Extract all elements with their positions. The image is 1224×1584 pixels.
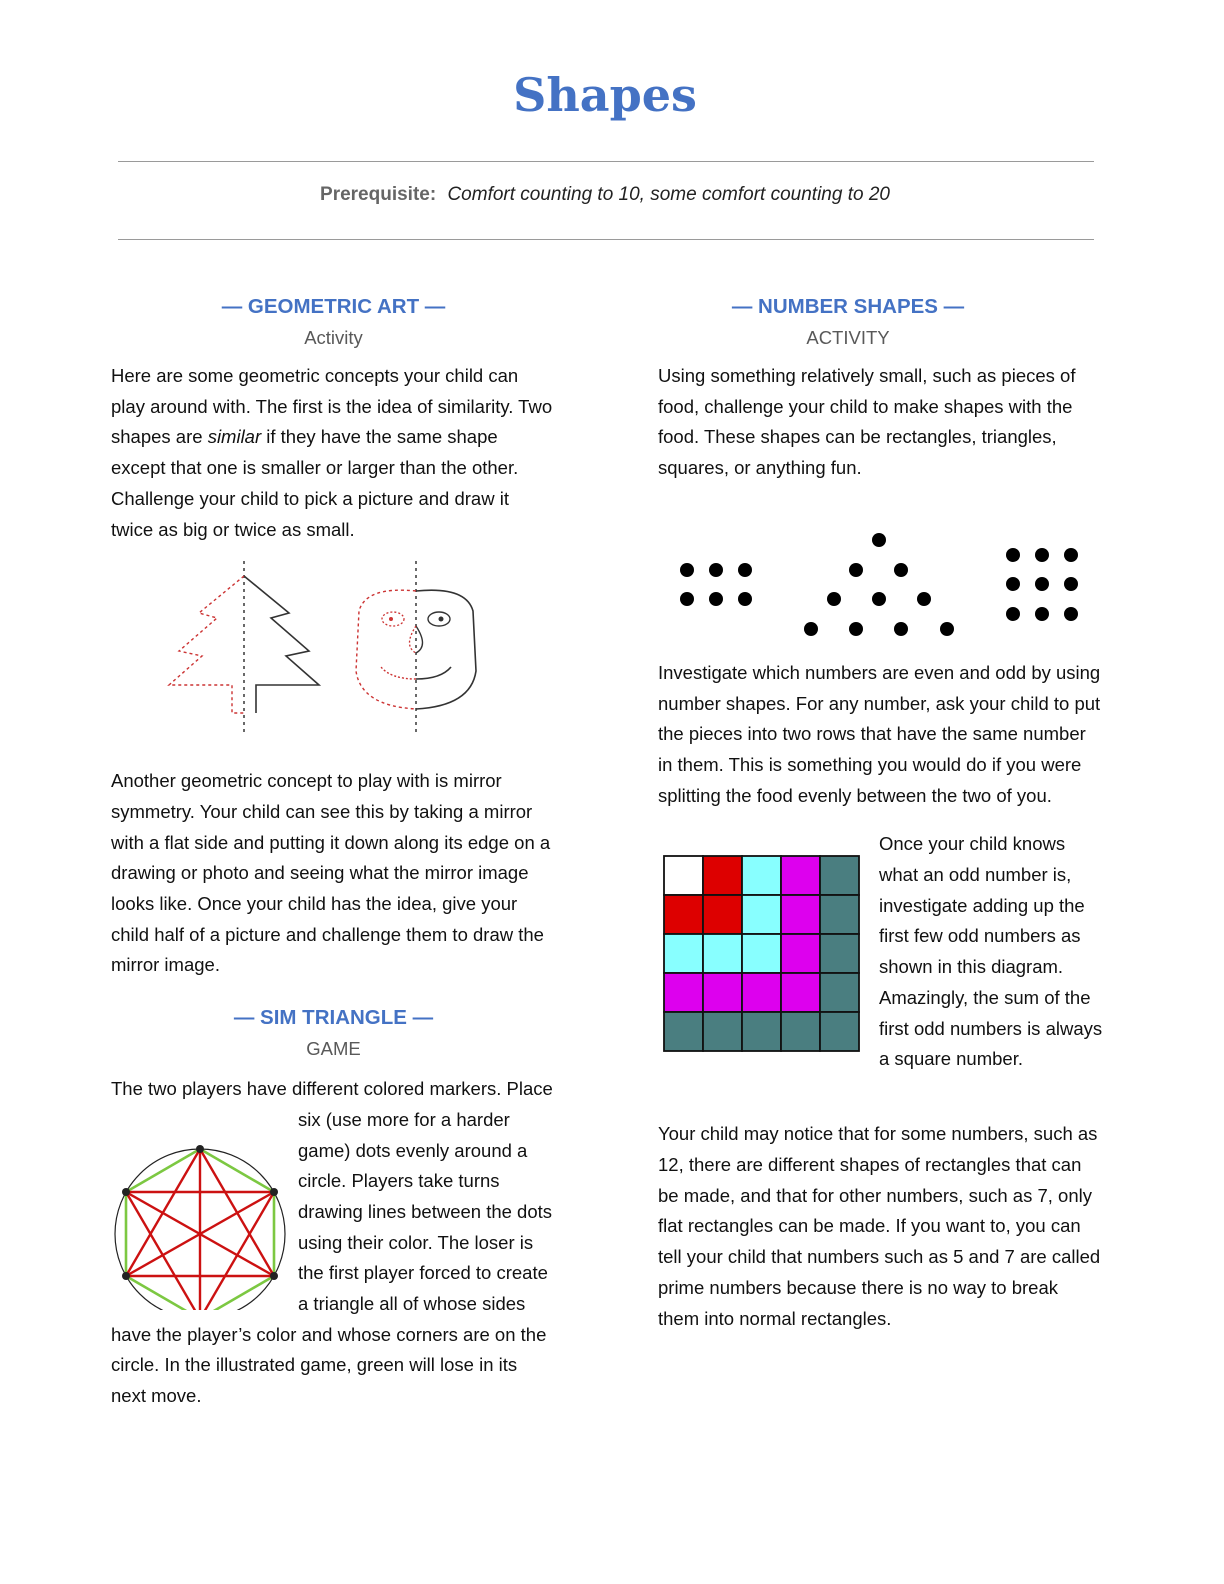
number-shapes-para3: Once your child knows what an odd number is, investigate adding up the first few odd numbers as shown in this diagram. Amazingly, the sum of the first odd numbers is always a square number. bbox=[879, 833, 1103, 1070]
tree-face-figure bbox=[111, 561, 556, 751]
dot-triangle-10 bbox=[804, 533, 954, 636]
number-shapes-subheading: ACTIVITY bbox=[806, 327, 890, 348]
number-shapes-para2: Investigate which numbers are even and odd by using number shapes. For any number, ask your child to put the pieces into two rows that have the same number in them. This is something you would do if you were splitting the food evenly between the two of you. bbox=[658, 661, 1101, 806]
para1-text-a: Here are some geometric concepts your child can play around with. The first is the idea of similarity. Two shapes are bbox=[111, 365, 553, 448]
number-shapes-heading: — NUMBER SHAPES — bbox=[731, 295, 965, 318]
odd-square-grid bbox=[662, 854, 862, 1054]
para1-text-b: if they have the same shape except that one is smaller or larger than the other. Challenge your child to pick a picture and draw it twice as big or twice as small. bbox=[111, 426, 519, 540]
odd-sum-section bbox=[658, 829, 1103, 1104]
para1-emphasis: similar bbox=[207, 426, 262, 448]
sim-red-lines bbox=[126, 1149, 274, 1310]
bottom-divider bbox=[118, 239, 1094, 240]
sim-triangle-subheading: GAME bbox=[306, 1038, 361, 1060]
face-drawing bbox=[356, 561, 476, 736]
prerequisite-value: Comfort counting to 10, some comfort counting to 20 bbox=[447, 184, 890, 205]
right-column bbox=[658, 292, 1103, 1334]
geometric-art-heading: — GEOMETRIC ART — bbox=[221, 295, 446, 318]
sim-triangle-figure bbox=[111, 1110, 286, 1310]
left-column bbox=[111, 292, 556, 1412]
prerequisite-line bbox=[0, 184, 1210, 206]
geometric-art-para2: Another geometric concept to play with is mirror symmetry. Your child can see this by taking a mirror with a flat side and putting it down along its edge on a drawing or photo and seeing what the mirror image looks like. Once your child has the idea, give your child half of a picture and challenge them to draw the mirror image. bbox=[111, 770, 551, 976]
sim-triangle-text-block bbox=[111, 1074, 556, 1412]
geometric-art-subheading: Activity bbox=[304, 327, 363, 348]
geometric-art-para1 bbox=[111, 361, 556, 545]
top-divider bbox=[118, 161, 1094, 162]
number-shapes-para4: Your child may notice that for some numbers, such as 12, there are different shapes of rectangles that can be made, and that for other numbers, such as 7, only flat rectangles can be made. If you want to, you can tell your child that numbers such as 5 and 7 are called prime numbers because there is no way to break them into normal rectangles. bbox=[658, 1123, 1101, 1329]
sim-triangle-text: The two players have different colored markers. Place six (use more for a harder game) dots evenly around a circle. Players take turns drawing lines between the dots using their color. The loser is the first player forced to create a triangle all of whose sides have the player’s color and whose corners are on the circle. In the illustrated game, green will lose in its next move. bbox=[111, 1078, 553, 1407]
dot-rectangle-2x3 bbox=[680, 563, 752, 606]
tree-drawing bbox=[169, 561, 319, 736]
page-title: Shapes bbox=[513, 68, 697, 122]
sim-triangle-heading: — SIM TRIANGLE — bbox=[233, 1006, 434, 1030]
number-shapes-para1: Using something relatively small, such as pieces of food, challenge your child to make shapes with the food. These shapes can be rectangles, triangles, squares, or anything fun. bbox=[658, 365, 1076, 479]
prerequisite-label: Prerequisite: bbox=[320, 184, 437, 205]
dot-square-3x3 bbox=[1006, 548, 1078, 621]
dot-shapes-figure bbox=[658, 530, 1103, 648]
